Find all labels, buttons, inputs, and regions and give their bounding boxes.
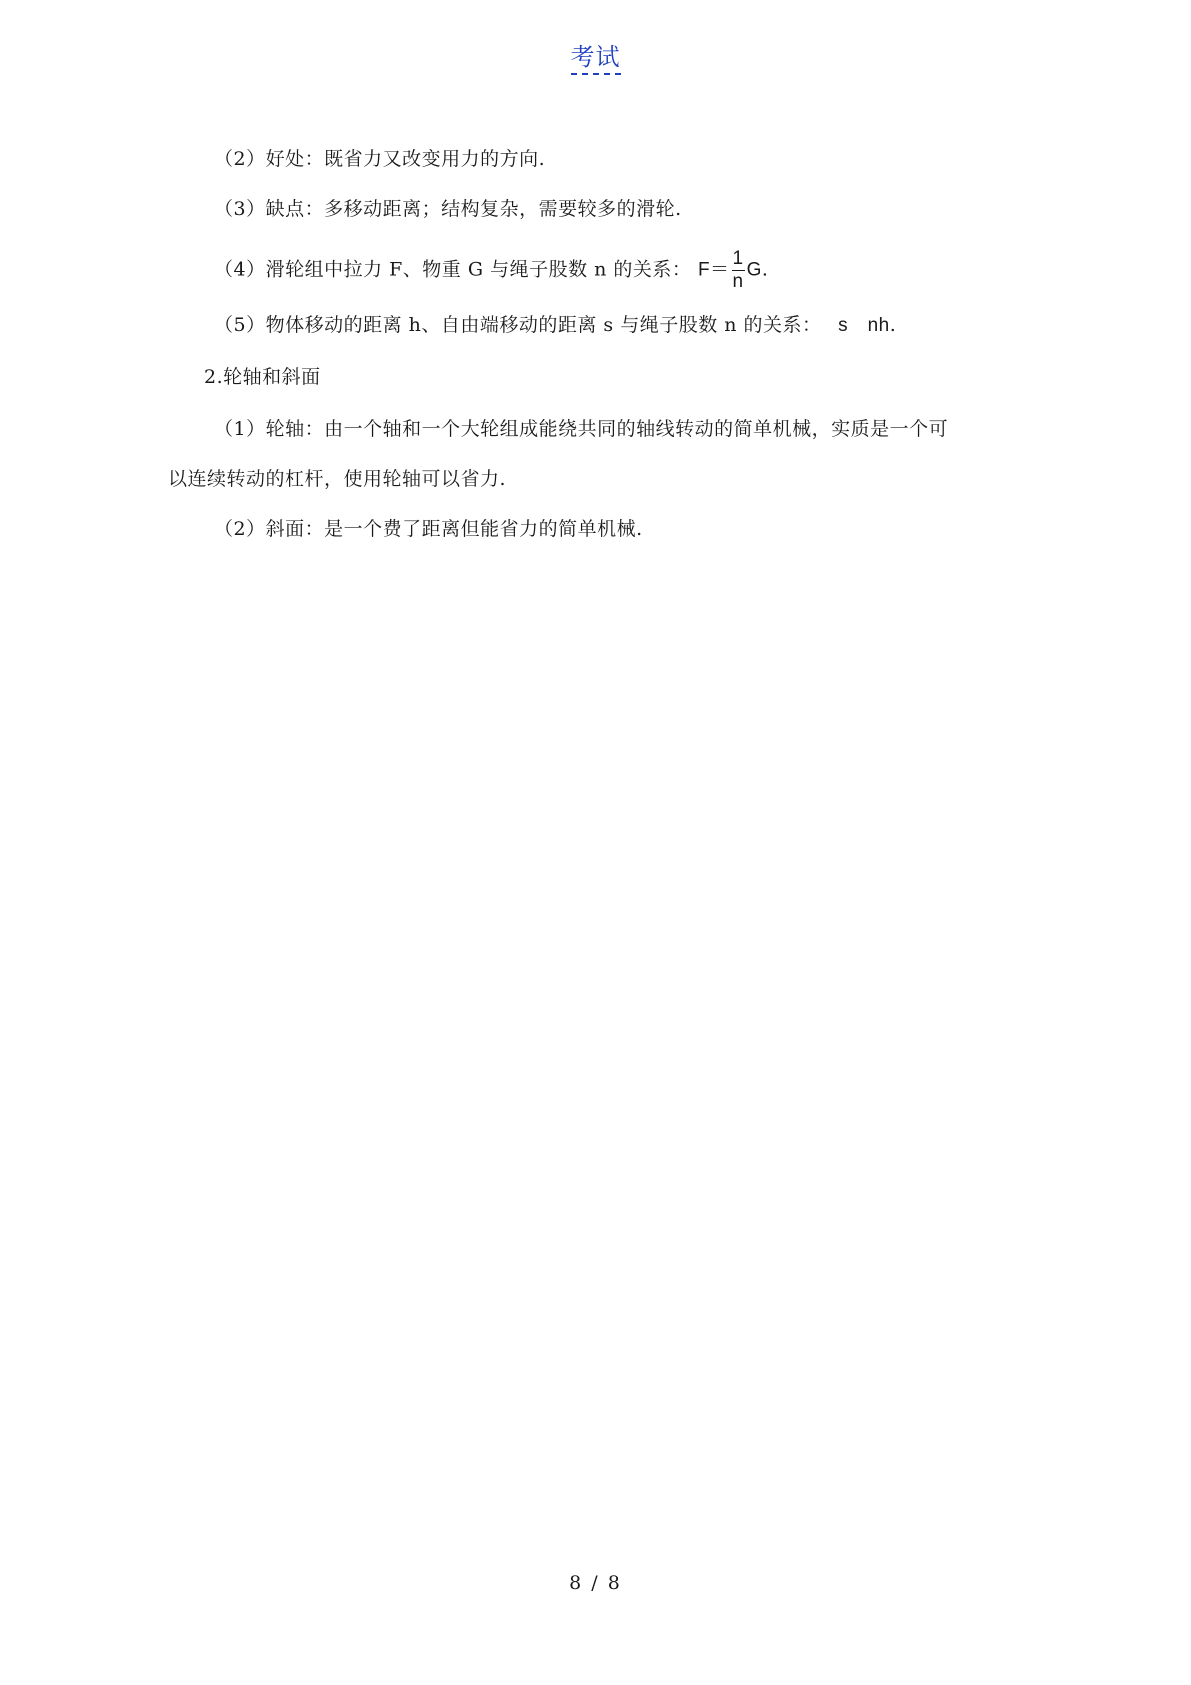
force-relation-text: （4）滑轮组中拉力 F、物重 G 与绳子股数 n 的关系： [214, 258, 692, 281]
fraction-numerator: 1 [732, 248, 744, 269]
paragraph-wheel-axle-line2: 以连续转动的杠杆，使用轮轴可以省力. [168, 468, 507, 490]
fraction-denominator: n [732, 271, 744, 292]
distance-formula: s nh [838, 315, 890, 336]
distance-relation-text: （5）物体移动的距离 h、自由端移动的距离 s 与绳子股数 n 的关系： [214, 314, 822, 336]
header-title-link[interactable]: 考试 [571, 42, 621, 75]
paragraph-advantage: （2）好处：既省力又改变用力的方向. [214, 148, 546, 170]
paragraph-force-relation [214, 248, 768, 293]
formula-end-period: . [761, 258, 769, 281]
formula-fraction [732, 248, 745, 293]
page-number: 8 / 8 [569, 1572, 622, 1594]
distance-formula-end: . [889, 314, 897, 336]
formula-lhs: F＝ [697, 259, 730, 281]
page-header [0, 42, 1191, 75]
paragraph-inclined-plane: （2）斜面：是一个费了距离但能省力的简单机械. [214, 518, 643, 540]
paragraph-distance-relation [214, 312, 896, 339]
paragraph-disadvantage: （3）缺点：多移动距离；结构复杂，需要较多的滑轮. [214, 198, 682, 220]
section-heading-wheel-axle: 2.轮轴和斜面 [204, 366, 321, 388]
formula-rhs: G [746, 259, 762, 281]
paragraph-wheel-axle-line1: （1）轮轴：由一个轴和一个大轮组成能绕共同的轴线转动的简单机械，实质是一个可 [214, 418, 949, 440]
